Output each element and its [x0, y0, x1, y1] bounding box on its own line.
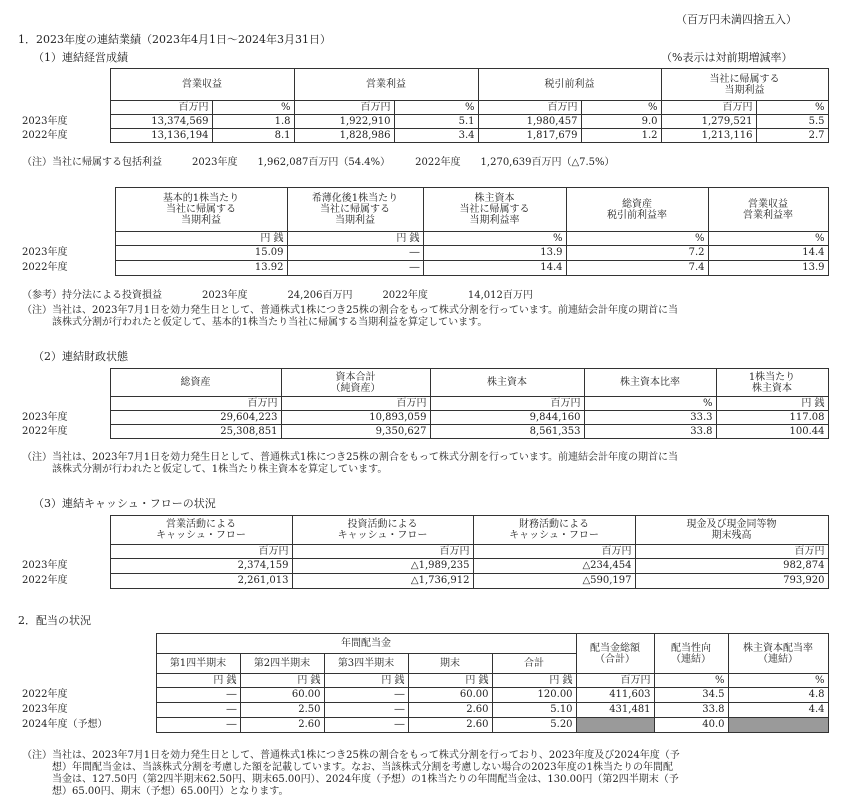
unit-cell: % [728, 674, 828, 688]
row-label: 2022年度 [22, 689, 68, 700]
table-row: 2023年度 ― 2.50 ― 2.60 5.10 431,481 33.8 4.4 [22, 703, 828, 718]
row-label: 2022年度 [22, 575, 68, 586]
sub3-title: （3）連結キャッシュ・フローの状況 [33, 497, 216, 510]
shaded-cell [728, 718, 828, 733]
unit-cell: 円 銭 [115, 232, 287, 246]
unit-cell: % [581, 101, 661, 115]
unit-cell: % [566, 232, 708, 246]
header-q2: 第2四半期末 [240, 654, 324, 674]
header-total: 合計 [492, 654, 576, 674]
header-operating-margin: 営業収益 営業利益率 [708, 188, 828, 232]
row-label: 2022年度 [22, 129, 68, 141]
table-row: 2022年度 ― 60.00 ― 60.00 120.00 411,603 34.5 4.8 [22, 688, 828, 703]
sub2-title: （2）連結財政状態 [33, 350, 128, 363]
unit-cell: % [394, 101, 478, 115]
header-total-dividend: 配当金総額 （合計） [576, 634, 654, 674]
dividend-note: （注）当社は、2023年7月1日を効力発生日として、普通株式1株につき25株の割合をもって株式分割を行っており、2023年度及び2024年度（予 想）年間配当金は、当該株式分割を考慮した額を記載しています。なお、当該株式分割を考慮しない場合の2023年度の1株当たりの年間配 当金は、127.50円（第2四半期末62.50円、期末65.00円）、2024年度（予想）の1株当たりの年間配当金は、130.00円（第2四半期末（予 想）65.00円、期末（予想）65.00円）となります。 [22, 750, 680, 797]
sub1-title: （1）連結経営成績 [33, 51, 128, 64]
header-operating-income: 営業利益 [294, 69, 478, 101]
unit-cell: 百万円 [281, 397, 430, 411]
table-row: 2023年度 2,374,159 △1,989,235 △234,454 982,874 [22, 559, 828, 574]
unit-cell: 百万円 [576, 674, 654, 688]
row-label: 2023年度 [22, 247, 68, 258]
stock-split-note-1: （注）当社は、2023年7月1日を効力発生日として、普通株式1株につき25株の割合をもって株式分割を行っています。前連結会計年度の期首に当 該株式分割が行われたと仮定して、基本的1株当たり当社に帰属する当期利益を算定しています。 [22, 305, 679, 328]
row-label: 2023年度 [22, 560, 68, 571]
dividend-table [22, 633, 829, 733]
unit-cell: 円 銭 [408, 674, 492, 688]
unit-cell: 百万円 [292, 545, 473, 559]
financial-position-table [22, 368, 829, 439]
header-investing-cf: 投資活動による キャッシュ・フロー [292, 516, 473, 545]
operating-results-table [22, 68, 829, 143]
header-basic-eps: 基本的1株当たり 当社に帰属する 当期利益 [115, 188, 287, 232]
comprehensive-income-note: （注）当社に帰属する包括利益 2023年度 1,962,087百万円（54.4%） 2022年度 1,270,639百万円（△7.5%） [22, 157, 615, 168]
row-label: 2023年度 [22, 704, 68, 715]
table-row: 2022年度 13.92 ― 14.4 7.4 13.9 [22, 261, 828, 276]
header-financing-cf: 財務活動による キャッシュ・フロー [473, 516, 635, 545]
rounding-note: （百万円未満四捨五入） [676, 13, 797, 26]
table-row: 2023年度 15.09 ― 13.9 7.2 14.4 [22, 246, 828, 261]
header-roe: 株主資本 当社に帰属する 当期利益率 [423, 188, 566, 232]
table-row: 2022年度 2,261,013 △1,736,912 △590,197 793,920 [22, 574, 828, 589]
header-q3: 第3四半期末 [324, 654, 408, 674]
section1-title: 1．2023年度の連結業績（2023年4月1日～2024年3月31日） [18, 33, 331, 46]
unit-cell: % [654, 674, 728, 688]
section2-title: 2．配当の状況 [18, 614, 91, 627]
unit-cell: 百万円 [661, 101, 756, 115]
header-operating-cf: 営業活動による キャッシュ・フロー [110, 516, 292, 545]
percent-note: （%表示は対前期増減率） [661, 51, 793, 64]
unit-cell: 百万円 [478, 101, 581, 115]
stock-split-note-2: （注）当社は、2023年7月1日を効力発生日として、普通株式1株につき25株の割合をもって株式分割を行っています。前連結会計年度の期首に当 該株式分割が行われたと仮定して、1株当たり株主資本を算定しています。 [22, 452, 679, 475]
unit-cell: % [708, 232, 828, 246]
table-row: 2024年度（予想） ― 2.60 ― 2.60 5.20 40.0 [22, 718, 828, 733]
row-label: 2024年度（予想） [22, 719, 108, 730]
unit-cell: 円 銭 [240, 674, 324, 688]
header-q1: 第1四半期末 [156, 654, 240, 674]
table-row: 2022年度 25,308,851 9,350,627 8,561,353 33.8 100.44 [22, 425, 828, 439]
unit-cell: 円 銭 [716, 397, 828, 411]
table-row: 2023年度 29,604,223 10,893,059 9,844,160 33.3 117.08 [22, 411, 828, 425]
header-total-assets: 総資産 [110, 369, 281, 397]
corner-cell [22, 69, 110, 101]
header-total-equity: 資本合計 （純資産） [281, 369, 430, 397]
unit-cell: 百万円 [294, 101, 394, 115]
unit-cell: % [212, 101, 294, 115]
row-label: 2023年度 [22, 411, 68, 423]
row-label: 2023年度 [22, 115, 68, 127]
header-annual-dividend: 年間配当金 [156, 634, 576, 654]
header-roa: 総資産 税引前利益率 [566, 188, 708, 232]
unit-cell: 円 銭 [156, 674, 240, 688]
header-doe: 株主資本配当率 （連結） [728, 634, 828, 674]
header-payout-ratio: 配当性向 （連結） [654, 634, 728, 674]
header-operating-revenue: 営業収益 [110, 69, 294, 101]
unit-cell: % [423, 232, 566, 246]
header-year-end: 期末 [408, 654, 492, 674]
unit-cell: 百万円 [110, 545, 292, 559]
unit-cell: % [584, 397, 716, 411]
header-pretax-income: 税引前利益 [478, 69, 661, 101]
per-share-ratio-table [22, 187, 829, 276]
header-equity-ratio: 株主資本比率 [584, 369, 716, 397]
unit-cell: 百万円 [635, 545, 828, 559]
unit-cell: 円 銭 [324, 674, 408, 688]
unit-cell: 円 銭 [287, 232, 423, 246]
equity-method-note: （参考）持分法による投資損益 2023年度 24,206百万円 2022年度 14,012百万円 [22, 290, 533, 301]
table-row: 2023年度 13,374,569 1.8 1,922,910 5.1 1,980,457 9.0 1,279,521 5.5 [22, 115, 828, 129]
unit-cell: 百万円 [430, 397, 584, 411]
header-shareholders-equity: 株主資本 [430, 369, 584, 397]
unit-cell: 円 銭 [492, 674, 576, 688]
row-label: 2022年度 [22, 425, 68, 437]
header-equity-per-share: 1株当たり 株主資本 [716, 369, 828, 397]
unit-cell: 百万円 [473, 545, 635, 559]
header-diluted-eps: 希薄化後1株当たり 当社に帰属する 当期利益 [287, 188, 423, 232]
cash-flow-table [22, 515, 829, 589]
unit-cell: 百万円 [110, 101, 212, 115]
header-cash-balance: 現金及び現金同等物 期末残高 [635, 516, 828, 545]
shaded-cell [576, 718, 654, 733]
header-net-income: 当社に帰属する 当期利益 [661, 69, 828, 101]
unit-cell: 百万円 [110, 397, 281, 411]
unit-cell: % [756, 101, 828, 115]
row-label: 2022年度 [22, 262, 68, 273]
table-row: 2022年度 13,136,194 8.1 1,828,986 3.4 1,817,679 1.2 1,213,116 2.7 [22, 129, 828, 143]
